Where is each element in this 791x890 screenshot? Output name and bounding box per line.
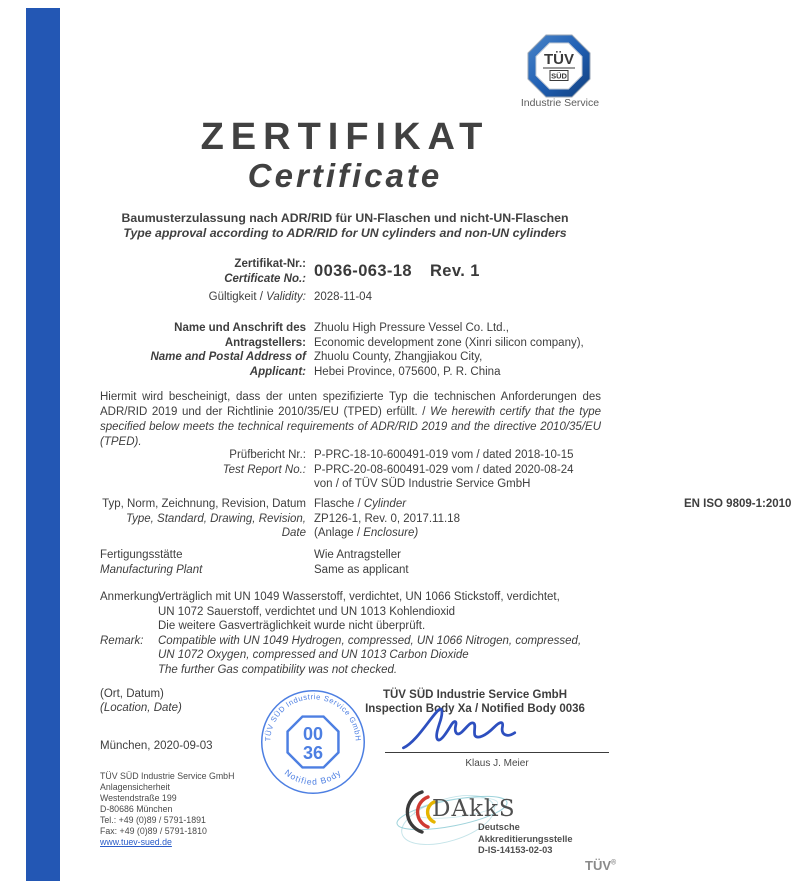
- plant-values: [314, 548, 409, 577]
- dakks-line: Akkreditierungsstelle: [478, 833, 573, 844]
- standard-number: EN ISO 9809-1:2010: [684, 498, 791, 510]
- address-line: Anlagensicherheit: [100, 782, 170, 792]
- address-line: TÜV SÜD Industrie Service GmbH: [100, 771, 235, 781]
- signature-icon: [398, 708, 538, 757]
- validity-row: [100, 290, 372, 305]
- validity-label-de: Gültigkeit /: [208, 291, 267, 303]
- inspection-body-role: Inspection Body Xa / Notified Body 0036: [365, 703, 585, 715]
- address-line: Westendstraße 199: [100, 793, 177, 803]
- applicant-line: Economic development zone (Xinri silicon company),: [314, 336, 584, 349]
- applicant-label-en: Name and Postal Address of Applicant:: [150, 351, 306, 378]
- dakks-name: DAkkS: [432, 796, 516, 822]
- stamp-number-bottom: 36: [302, 743, 324, 764]
- type-label-de: Typ, Norm, Zeichnung, Revision, Datum: [102, 498, 306, 510]
- validity-value: 2028-11-04: [314, 291, 372, 303]
- subtitle-de: Baumusterzulassung nach ADR/RID für UN-Flaschen und nicht-UN-Flaschen: [121, 211, 569, 225]
- remark-de-line: Verträglich mit UN 1049 Wasserstoff, verdichtet, UN 1066 Stickstoff, verdichtet,: [158, 591, 560, 603]
- sidebar-multilanguage-text: ZERTIFIKAT ◆ CERTIFICATE ◆ 認証証書 ◆ СЕРТИФИКАТ ◆ CERTIFICADO ◆ CERTIFICAT: [63, 77, 78, 825]
- test-report-line: P-PRC-20-08-600491-029 vom / dated 2020-08-24: [314, 463, 574, 476]
- remark-de-text: [158, 590, 560, 634]
- type-standard-label: [100, 497, 306, 541]
- test-report-line: von / of TÜV SÜD Industrie Service GmbH: [314, 478, 531, 490]
- applicant-line: Zhuolu County, Zhangjiakou City,: [314, 351, 483, 363]
- test-report-row: [100, 448, 574, 492]
- dakks-logo: [390, 780, 610, 870]
- applicant-address: [314, 321, 584, 379]
- location-date-en: (Location, Date): [100, 702, 182, 714]
- svg-text:Notified Body: [283, 767, 343, 787]
- statement-en: We herewith certify that the type specified below meets the technical requirements of ADR/RID 2019 and the directive 2010/35/EU (TPED).: [100, 406, 602, 448]
- test-report-label-de: Prüfbericht Nr.:: [229, 449, 306, 461]
- remark-en-line: UN 1072 Oxygen, compressed and UN 1013 Carbon Dioxide: [158, 649, 469, 662]
- location-date-de: (Ort, Datum): [100, 688, 164, 700]
- remark-de: [100, 590, 605, 634]
- logo-tuv-text: TÜV: [544, 51, 574, 68]
- remark-de-line: UN 1072 Sauerstoff, verdichtet und UN 1013 Kohlendioxid: [158, 605, 456, 618]
- type-label-en: Type, Standard, Drawing, Revision, Date: [125, 512, 306, 539]
- validity-label-en: Validity:: [266, 291, 306, 303]
- certification-statement: [100, 390, 601, 450]
- applicant-line: Hebei Province, 075600, P. R. China: [314, 365, 501, 378]
- plant-value-de: Wie Antragsteller: [314, 549, 401, 561]
- applicant-line: Zhuolu High Pressure Vessel Co. Ltd.,: [314, 322, 509, 334]
- signature-line: [385, 752, 609, 753]
- website-link[interactable]: www.tuev-sued.de: [100, 837, 172, 847]
- type-standard-row: [100, 497, 791, 541]
- stamp-bottom-text: Notified Body: [282, 767, 344, 787]
- test-report-line: P-PRC-18-10-600491-019 vom / dated 2018-10-15: [314, 449, 574, 461]
- tuv-brand-text: TÜV: [585, 858, 611, 873]
- stamp-top-text: TÜV SÜD Industrie Service GmbH: [263, 692, 363, 742]
- dakks-accreditation-number: D-IS-14153-02-03: [478, 845, 553, 855]
- type-flasche: Flasche /: [314, 498, 364, 510]
- page-title-de: ZERTIFIKAT: [200, 116, 490, 158]
- certificate-revision: Rev. 1: [429, 262, 480, 281]
- test-report-values: [314, 448, 574, 492]
- statement-de: Hiermit wird bescheinigt, dass der unten spezifizierte Typ die technischen Anforderungen des ADR/RID 2019 und der Richtlinie 2010/35/EU (TPED) erfüllt. /: [100, 391, 601, 418]
- plant-label: [100, 548, 306, 577]
- applicant-row: [100, 321, 584, 379]
- test-report-label-en: Test Report No.:: [222, 463, 306, 476]
- validity-label: [100, 290, 306, 305]
- test-report-label: [100, 448, 306, 492]
- remark-en-text: [158, 634, 581, 678]
- sidebar-band: [26, 8, 78, 881]
- certificate-number-label: [100, 257, 306, 286]
- issuer-address: [100, 771, 234, 848]
- tuv-sud-logo-icon: [527, 34, 591, 103]
- subtitle-en: Type approval according to ADR/RID for UN cylinders and non-UN cylinders: [123, 226, 567, 240]
- type-value-line3: [314, 526, 460, 541]
- applicant-label: [100, 321, 306, 379]
- remark-en-line: Compatible with UN 1049 Hydrogen, compressed, UN 1066 Nitrogen, compressed,: [158, 634, 582, 647]
- inspection-body-name: TÜV SÜD Industrie Service GmbH: [382, 689, 568, 701]
- dakks-description: [478, 822, 573, 857]
- address-line: Fax: +49 (0)89 / 5791-1810: [100, 826, 207, 836]
- remark-label-en: Remark:: [100, 634, 144, 647]
- page-title-en: Certificate: [247, 157, 443, 194]
- logo-sud-text: SÜD: [551, 71, 567, 81]
- certificate-number-value: [314, 257, 480, 286]
- plant-row: [100, 548, 409, 577]
- remark-de-line: Die weitere Gasverträglichkeit wurde nicht überprüft.: [158, 620, 426, 633]
- plant-label-de: Fertigungsstätte: [100, 549, 183, 561]
- signer-name: Klaus J. Meier: [465, 758, 529, 769]
- remark-label-de: Anmerkung:: [100, 591, 163, 603]
- dakks-line: Deutsche: [478, 822, 520, 832]
- certificate-number-row: [100, 257, 480, 286]
- place-date-value: München, 2020-09-03: [100, 740, 213, 752]
- tuv-brand-mark: [585, 858, 616, 873]
- certificate-number: 0036-063-18: [314, 262, 412, 281]
- stamp-number-top: 00: [302, 724, 324, 745]
- type-drawing: ZP126-1, Rev. 0, 2017.11.18: [314, 512, 460, 525]
- type-cylinder: Cylinder: [363, 498, 407, 510]
- applicant-label-de: Name und Anschrift des Antragstellers:: [174, 322, 306, 349]
- certificate-number-label-en: Certificate No.:: [224, 272, 306, 285]
- type-enclosure: Enclosure): [363, 527, 419, 539]
- certificate-number-label-de: Zertifikat-Nr.:: [234, 258, 306, 270]
- remark-block: [100, 590, 605, 678]
- location-date-label: [100, 687, 182, 715]
- type-value-line1: [314, 497, 460, 512]
- registered-mark: ®: [611, 859, 617, 867]
- remark-en-line: The further Gas compatibility was not checked.: [158, 663, 398, 676]
- plant-value-en: Same as applicant: [314, 563, 409, 576]
- subtitle: [60, 211, 630, 241]
- logo-caption: Industrie Service: [520, 97, 600, 109]
- plant-label-en: Manufacturing Plant: [100, 563, 203, 576]
- type-standard-values: [314, 497, 791, 541]
- remark-en: [100, 634, 605, 678]
- address-line: Tel.: +49 (0)89 / 5791-1891: [100, 815, 206, 825]
- type-anlage: (Anlage /: [314, 527, 364, 539]
- address-line: D-80686 München: [100, 804, 173, 814]
